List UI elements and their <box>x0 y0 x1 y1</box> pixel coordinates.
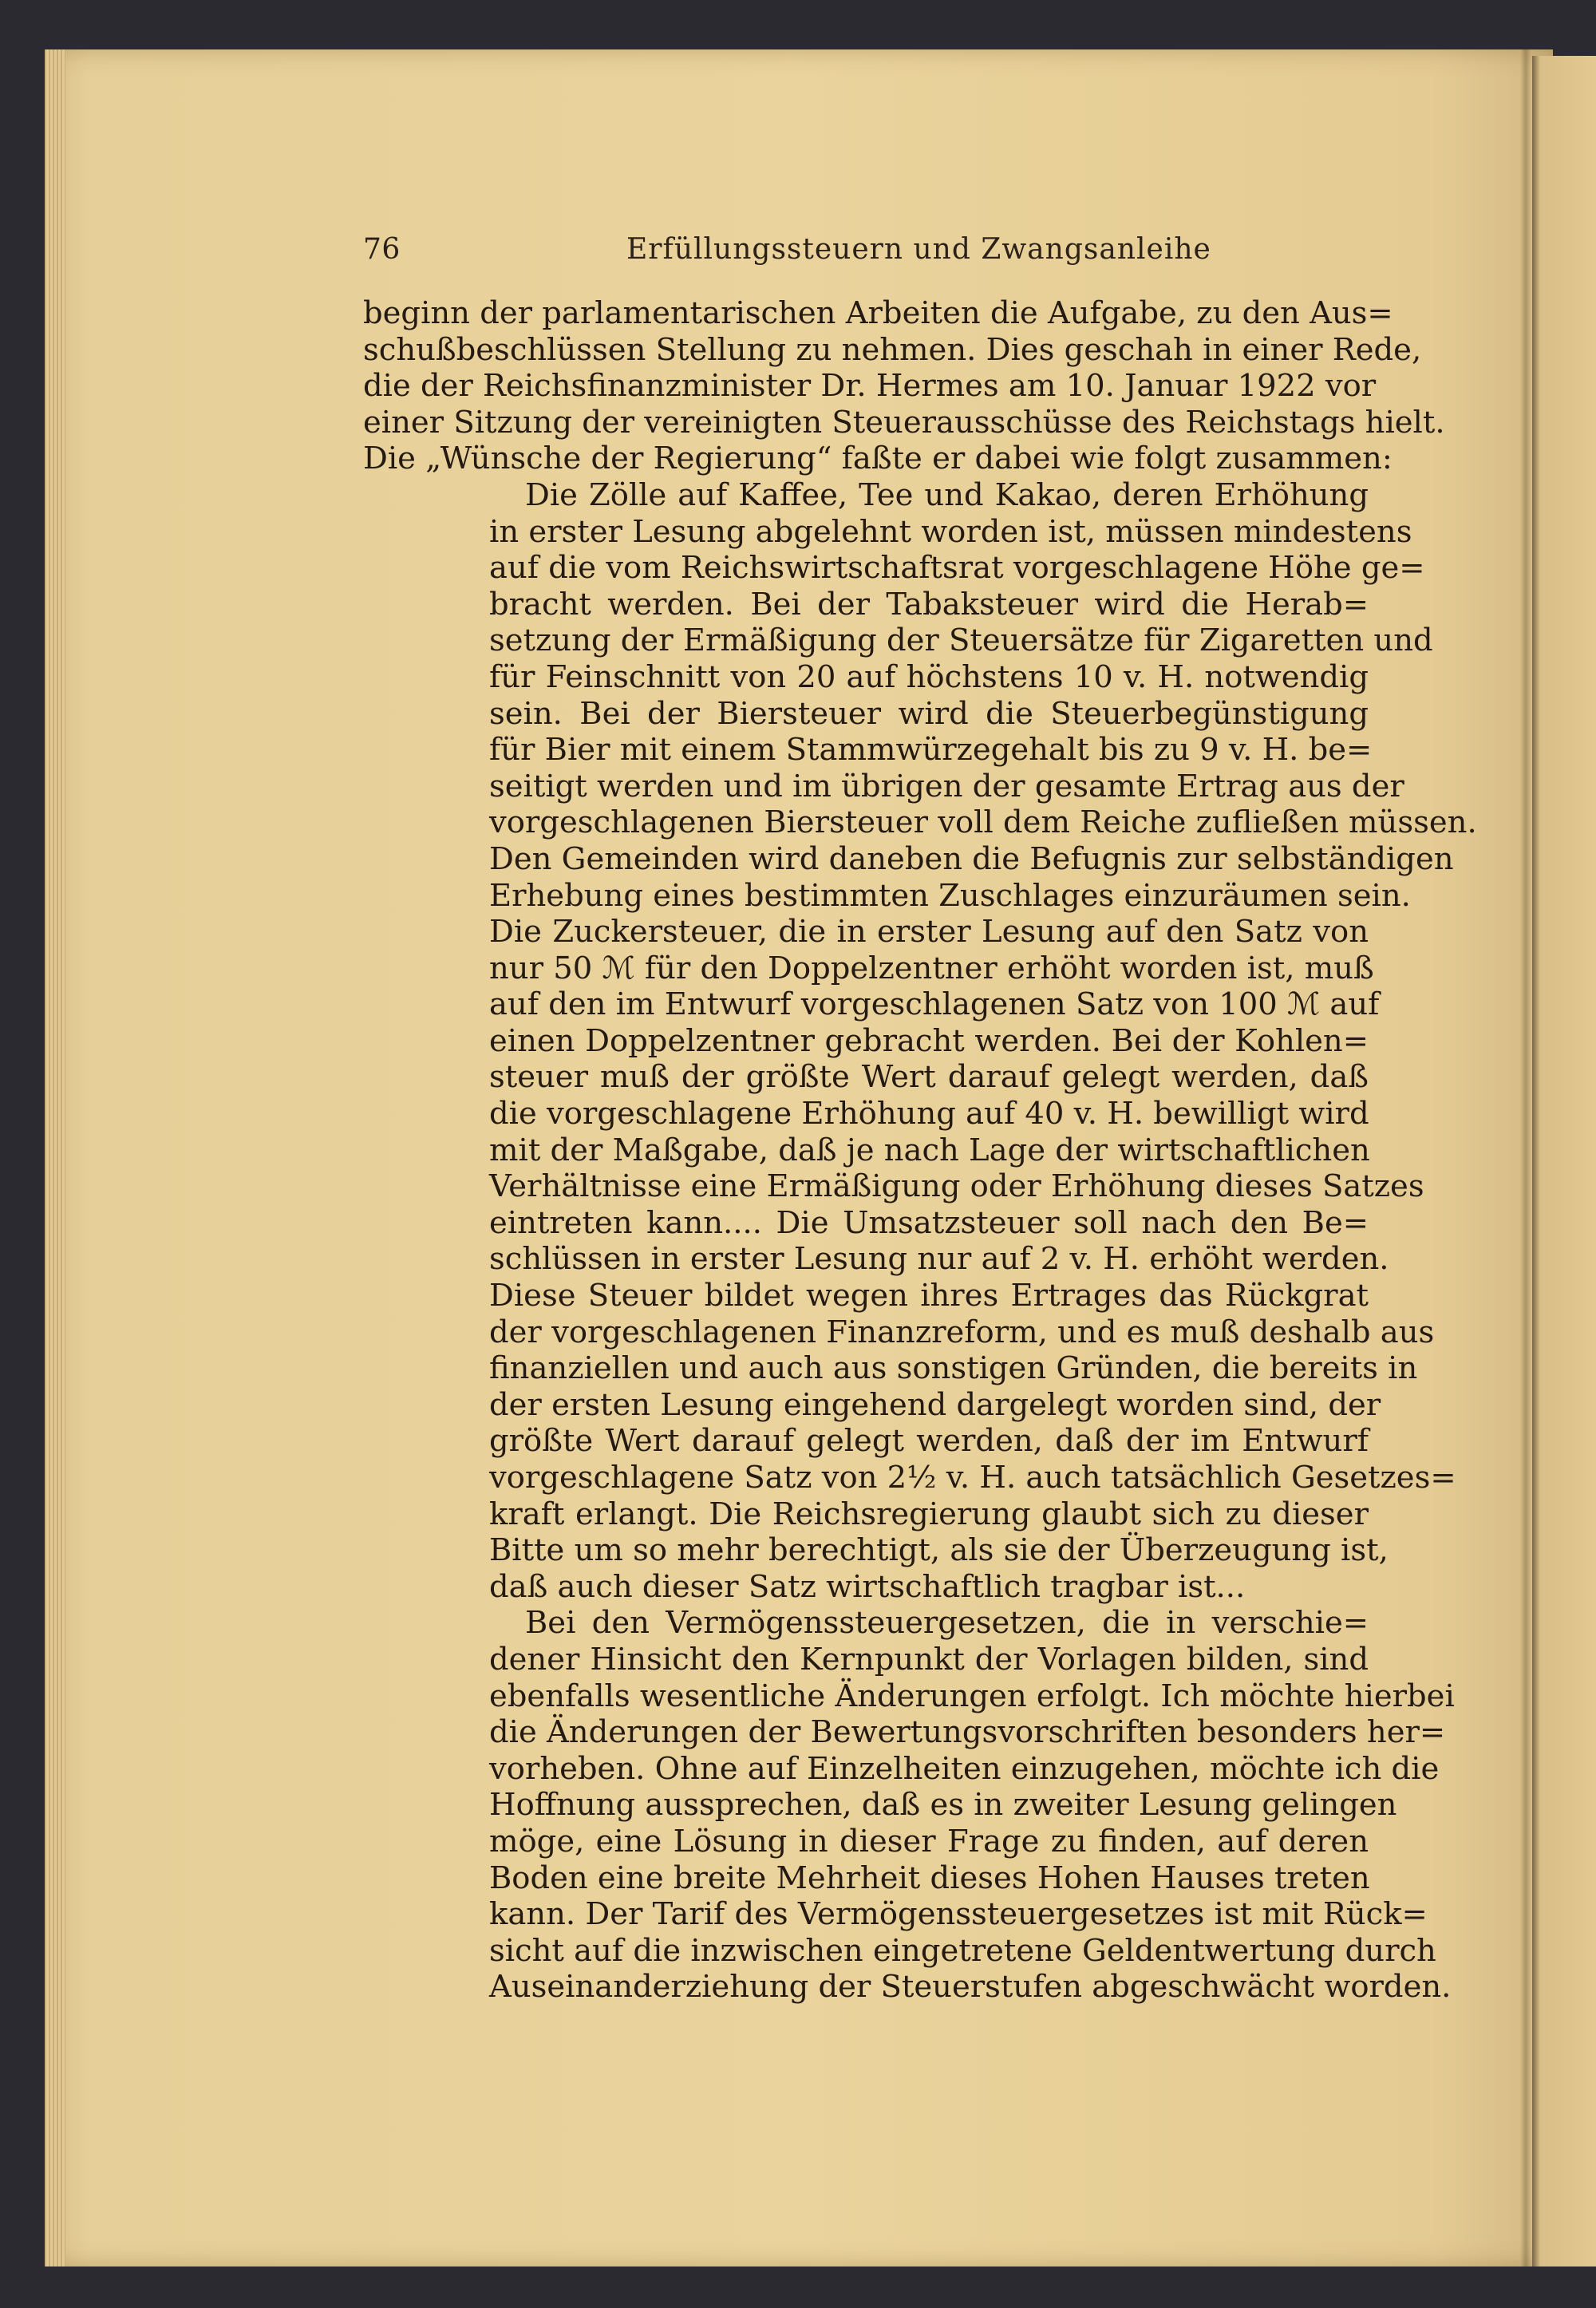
quote-line: Boden eine breite Mehrheit dieses Hohen Hauses treten <box>489 1859 1370 1896</box>
quote-line: auf den im Entwurf vorgeschlagenen Satz von 100 ℳ auf <box>489 986 1380 1023</box>
quote-line: kraft erlangt. Die Reichsregierung glaubt sich zu dieser <box>489 1496 1369 1532</box>
page-stack-edge <box>45 49 65 2267</box>
quote-line: steuer muß der größte Wert darauf gelegt werden, daß <box>489 1059 1369 1096</box>
quote-line: der ersten Lesung eingehend dargelegt worden sind, der <box>489 1386 1381 1423</box>
page-fold <box>1520 49 1531 2267</box>
quote-line: Hoffnung aussprechen, daß es in zweiter Lesung gelingen <box>489 1787 1397 1824</box>
quote-line: dener Hinsicht den Kernpunkt der Vorlagen bilden, sind <box>489 1641 1369 1678</box>
quote-line: eintreten kann.... Die Umsatzsteuer soll nach den Be= <box>489 1204 1369 1241</box>
quote-line: auf die vom Reichswirtschaftsrat vorgeschlagene Höhe ge= <box>489 550 1425 587</box>
quote-line: seitigt werden und im übrigen der gesamte Ertrag aus der <box>489 768 1404 804</box>
quote-line: die Änderungen der Bewertungsvorschriften besonders her= <box>489 1714 1446 1751</box>
quote-line: Bei den Vermögenssteuergesetzen, die in verschie= <box>525 1605 1369 1642</box>
quote-line: sicht auf die inzwischen eingetretene Geldentwertung durch <box>489 1932 1436 1969</box>
text-line: schußbeschlüssen Stellung zu nehmen. Dies geschah in einer Rede, <box>363 331 1422 368</box>
text-line: die der Reichsfinanzminister Dr. Hermes am 10. Januar 1922 vor <box>363 368 1377 405</box>
quote-line: Die Zölle auf Kaffee, Tee und Kakao, deren Erhöhung <box>525 476 1369 513</box>
quote-line: schlüssen in erster Lesung nur auf 2 v. H. erhöht werden. <box>489 1241 1389 1278</box>
adjacent-page-edge <box>1532 56 1596 2267</box>
running-head <box>363 233 1369 273</box>
quote-line: Den Gemeinden wird daneben die Befugnis zur selbständigen <box>489 840 1454 877</box>
quote-line: ebenfalls wesentliche Änderungen erfolgt. Ich möchte hierbei <box>489 1678 1455 1714</box>
quote-line: Auseinanderziehung der Steuerstufen abgeschwächt worden. <box>489 1969 1452 2006</box>
quote-line: sein. Bei der Biersteuer wird die Steuerbegünstigung <box>489 695 1369 732</box>
running-title: Erfüllungssteuern und Zwangsanleihe <box>626 233 1211 266</box>
quote-line: Diese Steuer bildet wegen ihres Ertrages das Rückgrat <box>489 1278 1369 1314</box>
quote-line: größte Wert darauf gelegt werden, daß der im Entwurf <box>489 1423 1369 1460</box>
quote-line: vorgeschlagenen Biersteuer voll dem Reiche zufließen müssen. <box>489 804 1477 841</box>
quote-line: Die Zuckersteuer, die in erster Lesung auf den Satz von <box>489 914 1369 950</box>
quote-line: mit der Maßgabe, daß je nach Lage der wirtschaftlichen <box>489 1132 1370 1168</box>
block-quote <box>363 476 1477 2006</box>
quote-line: für Feinschnitt von 20 auf höchstens 10 v. H. notwendig <box>489 658 1369 695</box>
quote-line: einen Doppelzentner gebracht werden. Bei der Kohlen= <box>489 1022 1369 1059</box>
quote-line: daß auch dieser Satz wirtschaftlich tragbar ist... <box>489 1568 1246 1605</box>
page-number: 76 <box>363 233 401 266</box>
text-line: beginn der parlamentarischen Arbeiten die Aufgabe, zu den Aus= <box>363 295 1393 331</box>
quote-line: Bitte um so mehr berechtigt, als sie der Überzeugung ist, <box>489 1532 1389 1569</box>
quote-line: der vorgeschlagenen Finanzreform, und es muß deshalb aus <box>489 1314 1435 1350</box>
text-line: Die „Wünsche der Regierung“ faßte er dabei wie folgt zusammen: <box>363 441 1393 477</box>
quote-line: für Bier mit einem Stammwürzegehalt bis zu 9 v. H. be= <box>489 732 1373 769</box>
body-text <box>363 295 1477 2006</box>
quote-line: vorgeschlagene Satz von 2½ v. H. auch tatsächlich Gesetzes= <box>489 1460 1456 1496</box>
quote-line: nur 50 ℳ für den Doppelzentner erhöht worden ist, muß <box>489 950 1374 986</box>
quote-line: setzung der Ermäßigung der Steuersätze für Zigaretten und <box>489 622 1433 659</box>
quote-line: möge, eine Lösung in dieser Frage zu finden, auf deren <box>489 1823 1369 1859</box>
text-line: einer Sitzung der vereinigten Steuerausschüsse des Reichstags hielt. <box>363 404 1445 441</box>
quote-line: die vorgeschlagene Erhöhung auf 40 v. H. bewilligt wird <box>489 1096 1369 1132</box>
quote-line: Verhältnisse eine Ermäßigung oder Erhöhung dieses Satzes <box>489 1168 1424 1205</box>
quote-line: bracht werden. Bei der Tabaksteuer wird die Herab= <box>489 586 1369 622</box>
quote-line: finanziellen und auch aus sonstigen Gründen, die bereits in <box>489 1350 1418 1387</box>
quote-line: in erster Lesung abgelehnt worden ist, müssen mindestens <box>489 513 1412 550</box>
quote-line: Erhebung eines bestimmten Zuschlages einzuräumen sein. <box>489 877 1411 914</box>
quote-line: kann. Der Tarif des Vermögenssteuergesetzes ist mit Rück= <box>489 1896 1428 1933</box>
quote-line: vorheben. Ohne auf Einzelheiten einzugehen, möchte ich die <box>489 1750 1440 1787</box>
